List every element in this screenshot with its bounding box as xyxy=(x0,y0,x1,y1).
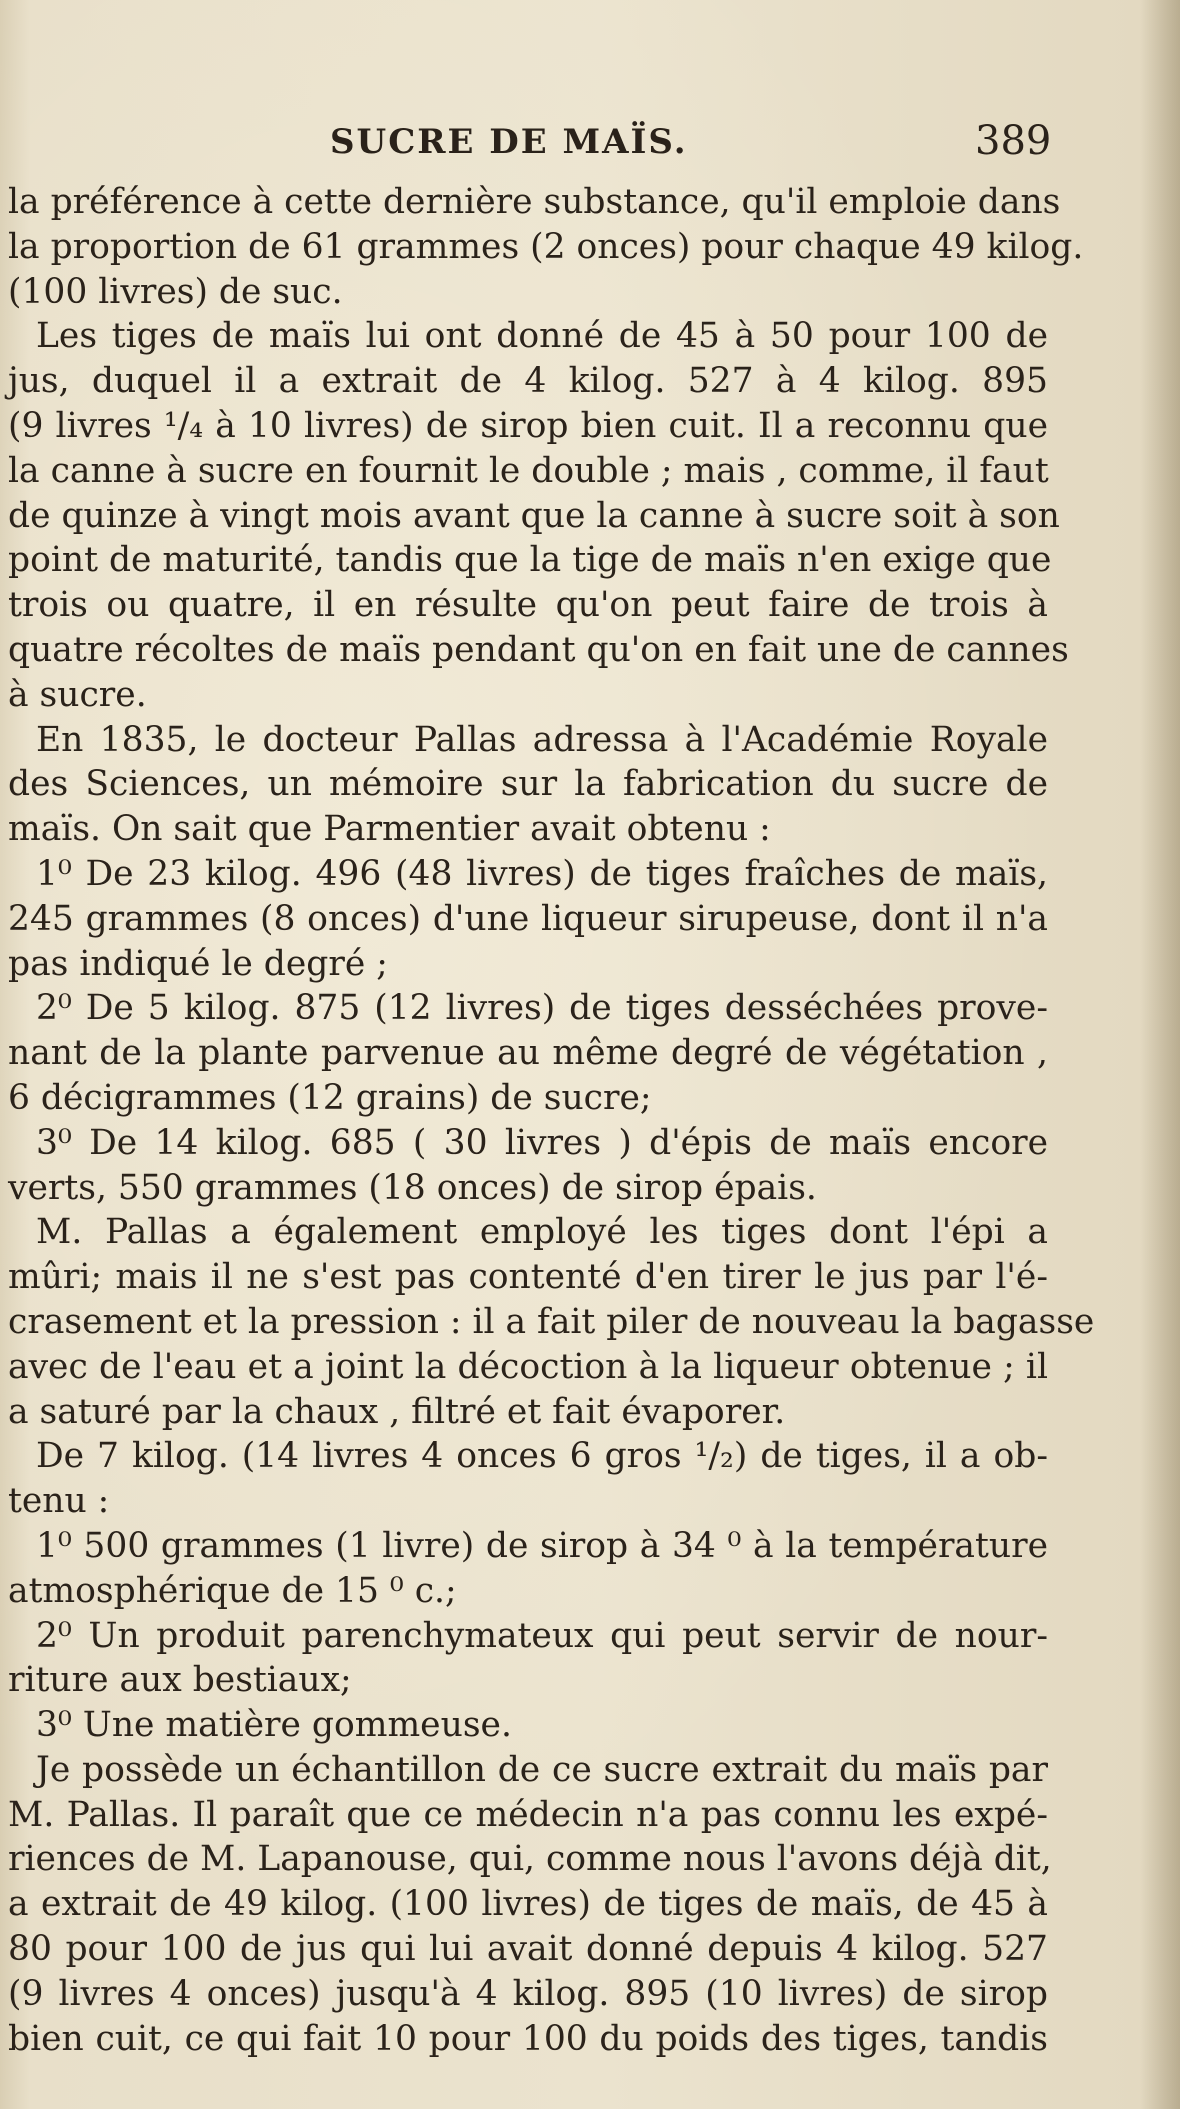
text-line: 245 grammes (8 onces) d'une liqueur sirupeuse, dont il n'a xyxy=(8,898,1048,939)
text-line: 3⁰ De 14 kilog. 685 ( 30 livres ) d'épis de maïs encore xyxy=(36,1122,1048,1163)
text-line: mûri; mais il ne s'est pas contenté d'en tirer le jus par l'é- xyxy=(8,1257,1048,1298)
text-line: avec de l'eau et a joint la décoction à la liqueur obtenue ; il xyxy=(8,1346,1048,1387)
text-line: riences de M. Lapanouse, qui, comme nous l'avons déjà dit, xyxy=(8,1839,1052,1880)
text-line: De 7 kilog. (14 livres 4 onces 6 gros ¹/₂) de tiges, il a ob- xyxy=(36,1436,1048,1477)
text-line: Les tiges de maïs lui ont donné de 45 à 50 pour 100 de xyxy=(36,316,1048,357)
text-line: la proportion de 61 grammes (2 onces) pour chaque 49 kilog. xyxy=(8,226,1084,267)
text-line: a saturé par la chaux , filtré et fait évaporer. xyxy=(8,1391,786,1432)
page-edge-shadow xyxy=(1140,0,1180,2109)
text-line: 6 décigrammes (12 grains) de sucre; xyxy=(8,1077,652,1118)
text-line: (9 livres ¹/₄ à 10 livres) de sirop bien cuit. Il a reconnu que xyxy=(8,405,1048,446)
text-line: M. Pallas a également employé les tiges dont l'épi a xyxy=(36,1212,1048,1253)
text-line: 2⁰ Un produit parenchymateux qui peut servir de nour- xyxy=(36,1615,1048,1656)
text-line: 80 pour 100 de jus qui lui avait donné depuis 4 kilog. 527 xyxy=(8,1929,1048,1970)
text-line: 1⁰ 500 grammes (1 livre) de sirop à 34 ⁰ à la température xyxy=(36,1525,1048,1566)
text-line: la canne à sucre en fournit le double ; mais , comme, il faut xyxy=(8,450,1049,491)
text-line: trois ou quatre, il en résulte qu'on peut faire de trois à xyxy=(8,585,1048,626)
text-line: tenu : xyxy=(8,1481,110,1522)
text-line: nant de la plante parvenue au même degré de végétation , xyxy=(8,1033,1048,1074)
text-line: la préférence à cette dernière substance, qu'il emploie dans xyxy=(8,182,1061,222)
text-line: verts, 550 grammes (18 onces) de sirop épais. xyxy=(8,1167,817,1208)
text-line: point de maturité, tandis que la tige de maïs n'en exige que xyxy=(8,540,1052,581)
running-head xyxy=(0,118,1180,172)
text-line: pas indiqué le degré ; xyxy=(8,943,388,984)
text-line: crasement et la pression : il a fait piler de nouveau la bagasse xyxy=(8,1301,1095,1342)
text-line: Je possède un échantillon de ce sucre extrait du maïs par xyxy=(36,1749,1048,1790)
text-line: bien cuit, ce qui fait 10 pour 100 du poids des tiges, tandis xyxy=(8,2018,1048,2059)
running-title: SUCRE DE MAÏS. xyxy=(330,122,688,162)
text-line: 1⁰ De 23 kilog. 496 (48 livres) de tiges fraîches de maïs, xyxy=(36,853,1048,894)
text-line: riture aux bestiaux; xyxy=(8,1660,352,1701)
text-line: maïs. On sait que Parmentier avait obtenu : xyxy=(8,809,771,850)
text-line: 2⁰ De 5 kilog. 875 (12 livres) de tiges desséchées prove- xyxy=(36,988,1048,1029)
text-line: (100 livres) de suc. xyxy=(8,271,343,312)
body-text xyxy=(8,180,1095,2061)
text-line: 3⁰ Une matière gommeuse. xyxy=(36,1705,512,1746)
text-line: de quinze à vingt mois avant que la canne à sucre soit à son xyxy=(8,495,1060,536)
page-number: 389 xyxy=(975,118,1052,164)
text-line: atmosphérique de 15 ⁰ c.; xyxy=(8,1570,457,1611)
text-line: (9 livres 4 onces) jusqu'à 4 kilog. 895 (10 livres) de sirop xyxy=(8,1973,1048,2014)
text-line: des Sciences, un mémoire sur la fabrication du sucre de xyxy=(8,764,1048,805)
text-line: quatre récoltes de maïs pendant qu'on en fait une de cannes xyxy=(8,629,1069,670)
text-line: à sucre. xyxy=(8,674,147,715)
text-line: a extrait de 49 kilog. (100 livres) de tiges de maïs, de 45 à xyxy=(8,1884,1048,1925)
text-line: jus, duquel il a extrait de 4 kilog. 527 à 4 kilog. 895 xyxy=(8,361,1048,402)
text-line: En 1835, le docteur Pallas adressa à l'Académie Royale xyxy=(36,719,1048,760)
text-line: M. Pallas. Il paraît que ce médecin n'a pas connu les expé- xyxy=(8,1794,1048,1835)
